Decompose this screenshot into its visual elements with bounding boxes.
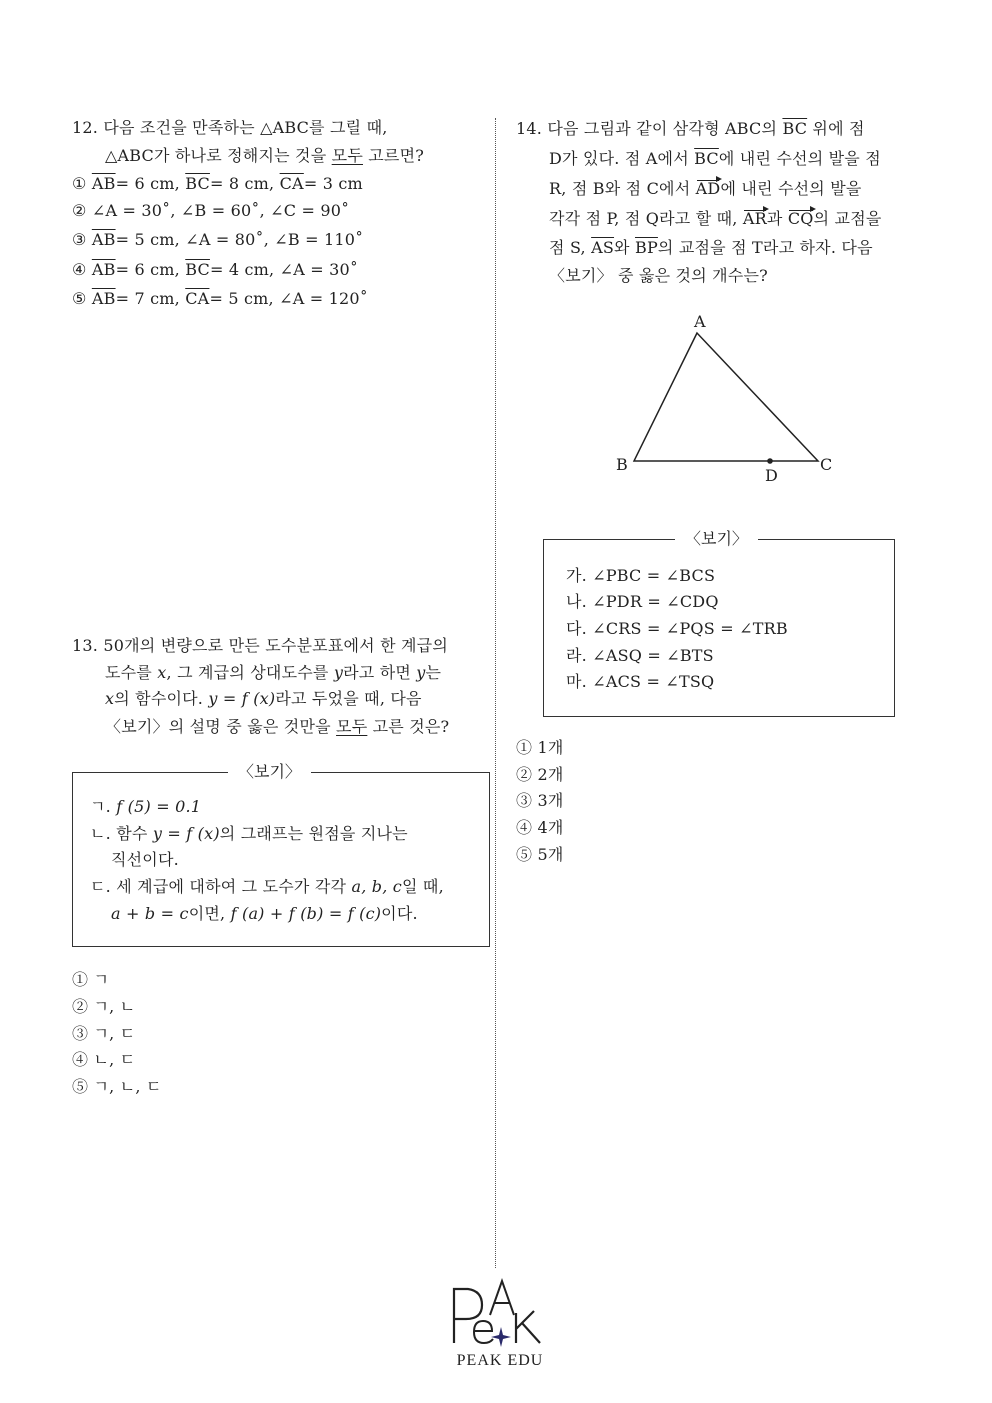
q14-choice-2[interactable]: ② 2개 bbox=[516, 765, 564, 784]
q12-choice-1[interactable]: ① $\overline{AB}= 6$ cm, $\overline{BC}= 8$ cm, $\overline{CA}= 3$ cm bbox=[72, 174, 363, 193]
q14-bogi-item-ra: 라. ∠ASQ = ∠BTS bbox=[566, 646, 714, 665]
label-b: B bbox=[616, 455, 628, 474]
triangle-figure bbox=[600, 305, 840, 490]
peak-edu-caption: PEAK EDU bbox=[456, 1352, 544, 1369]
q13-bogi-item-1: ㄱ. f (5) = 0.1 bbox=[90, 797, 202, 816]
q14-choice-1[interactable]: ① 1개 bbox=[516, 738, 564, 757]
q14-bogi-item-ma: 마. ∠ACS = ∠TSQ bbox=[566, 672, 715, 691]
q14-choice-3[interactable]: ③ 3개 bbox=[516, 791, 564, 810]
q13-choice-3[interactable]: ③ ㄱ, ㄷ bbox=[72, 1024, 136, 1043]
q13-choice-1[interactable]: ① ㄱ bbox=[72, 970, 110, 989]
q14-stem-line5: 점 S, $\overline{AS}$와 $\overline{BP}$의 교점을 점 T라고 하자. 다음 bbox=[549, 238, 873, 257]
q14-choice-5[interactable]: ⑤ 5개 bbox=[516, 845, 564, 864]
q14-stem-line4: 각각 점 P, 점 Q라고 할 때, AR과 CQ의 교점을 bbox=[549, 209, 882, 228]
q13-bogi-item-2-cont: 직선이다. bbox=[111, 850, 179, 869]
column-divider bbox=[495, 118, 496, 1268]
label-d: D bbox=[765, 466, 778, 485]
q12-choice-3[interactable]: ③ $\overline{AB}= 5$ cm, ∠A = 80˚, ∠B = 110˚ bbox=[72, 230, 364, 249]
q13-choice-5[interactable]: ⑤ ㄱ, ㄴ, ㄷ bbox=[72, 1077, 162, 1096]
q14-choice-4[interactable]: ④ 4개 bbox=[516, 818, 564, 837]
q12-choice-4[interactable]: ④ $\overline{AB}= 6$ cm, $\overline{BC}= 4$ cm, ∠A = 30˚ bbox=[72, 260, 359, 279]
q12-emphasis: 모두 bbox=[331, 146, 363, 165]
q13-emphasis: 모두 bbox=[336, 717, 368, 736]
q13-choice-2[interactable]: ② ㄱ, ㄴ bbox=[72, 997, 136, 1016]
triangle-abc bbox=[634, 333, 818, 461]
q14-bogi-title: 〈보기〉 bbox=[675, 529, 758, 549]
q13-stem-line1: 13. 50개의 변량으로 만든 도수분포표에서 한 계급의 bbox=[72, 636, 448, 655]
q12-choice-2[interactable]: ② ∠A = 30˚, ∠B = 60˚, ∠C = 90˚ bbox=[72, 201, 350, 220]
q12-choice-5[interactable]: ⑤ $\overline{AB}= 7$ cm, $\overline{CA}= 5$ cm, ∠A = 120˚ bbox=[72, 289, 368, 308]
q14-bogi-item-na: 나. ∠PDR = ∠CDQ bbox=[566, 592, 719, 611]
point-d-dot bbox=[767, 458, 773, 464]
q12-stem-line2: △ABC가 하나로 정해지는 것을 모두 고르면? bbox=[105, 146, 425, 165]
q13-stem-line4: 〈보기〉의 설명 중 옳은 것만을 모두 고른 것은? bbox=[105, 717, 450, 736]
q14-stem-line1: 14. 다음 그림과 같이 삼각형 ABC의 $\overline{BC}$ 위에 점 bbox=[516, 119, 865, 138]
q14-stem-line3: R, 점 B와 점 C에서 AD에 내린 수선의 발을 bbox=[549, 179, 862, 198]
q13-choice-4[interactable]: ④ ㄴ, ㄷ bbox=[72, 1050, 136, 1069]
q13-bogi-item-3: ㄷ. 세 계급에 대하여 그 도수가 각각 a, b, c일 때, bbox=[90, 877, 444, 896]
q13-stem-line3: x의 함수이다. y = f (x)라고 두었을 때, 다음 bbox=[105, 689, 422, 708]
q14-bogi-item-ga: 가. ∠PBC = ∠BCS bbox=[566, 566, 716, 585]
q12-stem-line1: 12. 다음 조건을 만족하는 △ABC를 그릴 때, bbox=[72, 118, 388, 137]
label-a: A bbox=[694, 312, 706, 331]
label-c: C bbox=[820, 455, 833, 474]
q13-bogi-item-2: ㄴ. 함수 y = f (x)의 그래프는 원점을 지나는 bbox=[90, 824, 408, 843]
q13-bogi-item-3-cont: a + b = c이면, f (a) + f (b) = f (c)이다. bbox=[111, 904, 418, 923]
q14-bogi-item-da: 다. ∠CRS = ∠PQS = ∠TRB bbox=[566, 619, 788, 638]
q13-stem-line2: 도수를 x, 그 계급의 상대도수를 y라고 하면 y는 bbox=[105, 663, 442, 682]
q14-stem-line6: 〈보기〉 중 옳은 것의 개수는? bbox=[549, 266, 768, 285]
q13-bogi-title: 〈보기〉 bbox=[228, 762, 311, 782]
q14-stem-line2: D가 있다. 점 A에서 $\overline{BC}$에 내린 수선의 발을 점 bbox=[549, 149, 881, 168]
